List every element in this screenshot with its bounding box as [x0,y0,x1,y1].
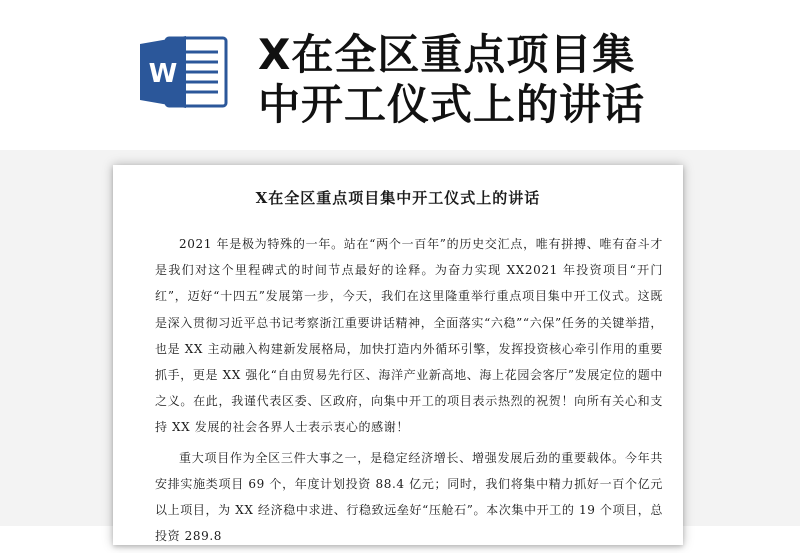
banner-header [0,0,800,150]
document-body [155,231,663,553]
svg-text:W: W [148,59,178,89]
banner-title: X在全区重点项目集中开工仪式上的讲话 [258,30,646,129]
document-page-preview [113,165,683,545]
document-paragraph: 2021 年是极为特殊的一年。站在“两个一百年”的历史交汇点，唯有拼搏、唯有奋斗才是我们对这个里程碑式的时间节点最好的诠释。为奋力实现 XX2021 年投资项目“开门红”，迈好“十四五”发展第一步，今天，我们在这里隆重举行重点项目集中开工仪式。这既是深入贯彻习近平总书记考察浙江重要讲话精神，全面落实“六稳”“六保”任务的关键举措，也是 XX 主动融入构建新发展格局，加快打造内外循环引擎，发挥投资核心牵引作用的重要抓手，更是 XX 强化“自由贸易先行区、海洋产业新高地、海上花园会客厅”发展定位的题中之义。在此，我谨代表区委、区政府，向集中开工的项目表示热烈的祝贺！向所有关心和支持 XX 发展的社会各界人士表示衷心的感谢！ [155,237,663,435]
document-paragraph: 重大项目作为全区三件大事之一，是稳定经济增长、增强发展后劲的重要载体。今年共安排实施类项目 69 个，年度计划投资 88.4 亿元；同时，我们将集中精力抓好一百个亿元以上项目，为 XX 经济稳中求进、行稳致远垒好“压舱石”。本次集中开工的 19 个项目，总投资 289.8 [155,450,663,544]
document-title: X在全区重点项目集中开工仪式上的讲话 [255,189,541,207]
word-document-icon [136,32,232,112]
